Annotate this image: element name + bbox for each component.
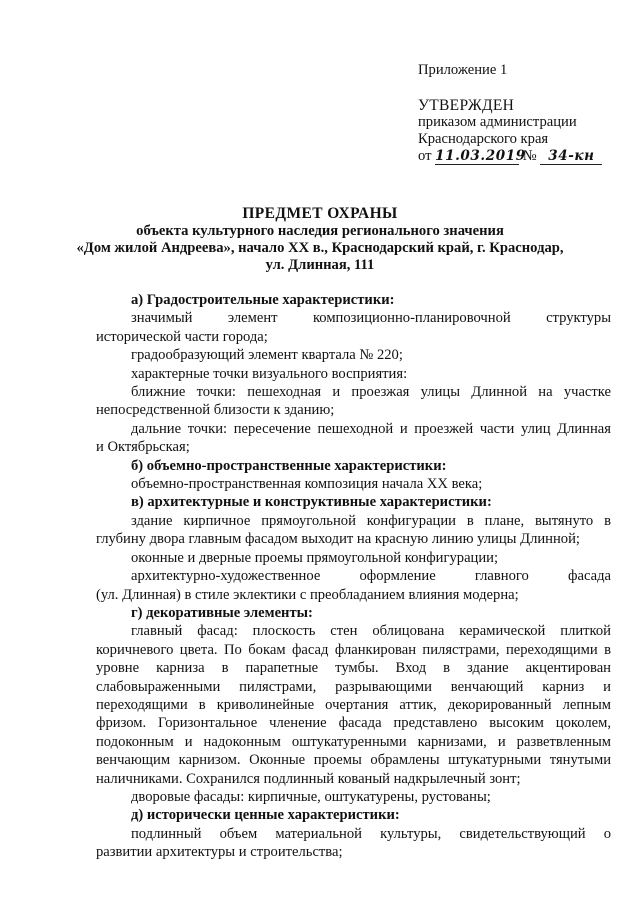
paragraph-line: оконные и дверные проемы прямоугольной конфигурации; [131, 549, 499, 566]
appendix-label: Приложение 1 [418, 62, 508, 78]
paragraph-line: наличниками. Сохранился подлинный кованый надкрылечный зонт; [96, 770, 521, 787]
approval-block [418, 62, 628, 167]
paragraph-line: здание кирпичное прямоугольной конфигурации в плане, вытянуто в [131, 512, 611, 529]
approved-by-line1: приказом администрации [418, 114, 577, 130]
paragraph-line: характерные точки визуального восприятия: [131, 365, 408, 382]
paragraph-line: и Октябрьская; [96, 439, 190, 456]
paragraph-line: объемно-пространственная композиция начала XX века; [131, 476, 483, 493]
number-label: № [522, 148, 537, 164]
paragraph-line: подоконным и надоконным оштукатуренными карнизами, и разветвленным [96, 733, 611, 750]
paragraph-line: значимый элемент композиционно-планировочной структуры [131, 310, 611, 327]
paragraph-line: фризом. Горизонтальное членение фасада представлено высоким цоколем, [96, 715, 611, 732]
paragraph-line: венчающим карнизом. Оконные проемы обрамлены штукатурными тянутыми [96, 752, 611, 769]
paragraph-line: дворовые фасады: кирпичные, оштукатурены, рустованы; [131, 788, 491, 805]
paragraph-line: подлинный объем материальной культуры, свидетельствующий о [131, 825, 611, 842]
document-title: ПРЕДМЕТ ОХРАНЫ [242, 205, 398, 222]
section-heading: д) исторически ценные характеристики: [131, 807, 400, 824]
order-date-number-line [418, 148, 628, 167]
paragraph-line: исторической части города; [96, 328, 268, 345]
from-label: от [418, 148, 432, 164]
paragraph-line: градообразующий элемент квартала № 220; [131, 347, 403, 364]
paragraph-line: развитии архитектуры и строительства; [96, 844, 343, 861]
order-number: 34-кн [540, 149, 602, 165]
paragraph-line: глубину двора главным фасадом выходит на красную линию улицы Длинной; [96, 531, 580, 548]
approved-label: УТВЕРЖДЕН [418, 97, 515, 114]
approved-by-line2: Краснодарского края [418, 131, 549, 147]
section-heading: в) архитектурные и конструктивные характеристики: [131, 494, 492, 511]
section-heading: г) декоративные элементы: [131, 604, 313, 621]
paragraph-line: (ул. Длинная) в стиле эклектики с преобладанием влияния модерна; [96, 586, 519, 603]
title-subline-3: ул. Длинная, 111 [265, 257, 375, 273]
paragraph-line: непосредственной близости к зданию; [96, 402, 335, 419]
paragraph-line: дальние точки: пересечение пешеходной и проезжей части улиц Длинная [131, 420, 611, 437]
paragraph-line: слабовыраженными пилястрами, разрывающими венчающий карниз и [96, 678, 611, 695]
paragraph-line: архитектурно-художественное оформление главного фасада [131, 568, 611, 585]
paragraph-line: ближние точки: пешеходная и проезжая улицы Длинной на участке [131, 384, 611, 401]
paragraph-line: переходящими в криволинейные очертания аттик, декорированный лепным [96, 696, 611, 713]
title-subline-2: «Дом жилой Андреева», начало XX в., Краснодарский край, г. Краснодар, [76, 240, 564, 256]
document-body [96, 291, 611, 862]
paragraph-line: главный фасад: плоскость стен облицована керамической плиткой [131, 623, 611, 640]
section-heading: а) Градостроительные характеристики: [131, 292, 395, 308]
paragraph-line: коричневого цвета. По бокам фасад фланкирован пилястрами, переходящими в [96, 641, 611, 658]
title-subline-1: объекта культурного наследия регионального значения [136, 223, 504, 239]
order-date: 11.03.2019 [435, 148, 526, 164]
paragraph-line: уровне карниза в парапетные тумбы. Вход в здание акцентирован [96, 660, 611, 677]
section-heading: б) объемно-пространственные характеристики: [131, 457, 447, 474]
